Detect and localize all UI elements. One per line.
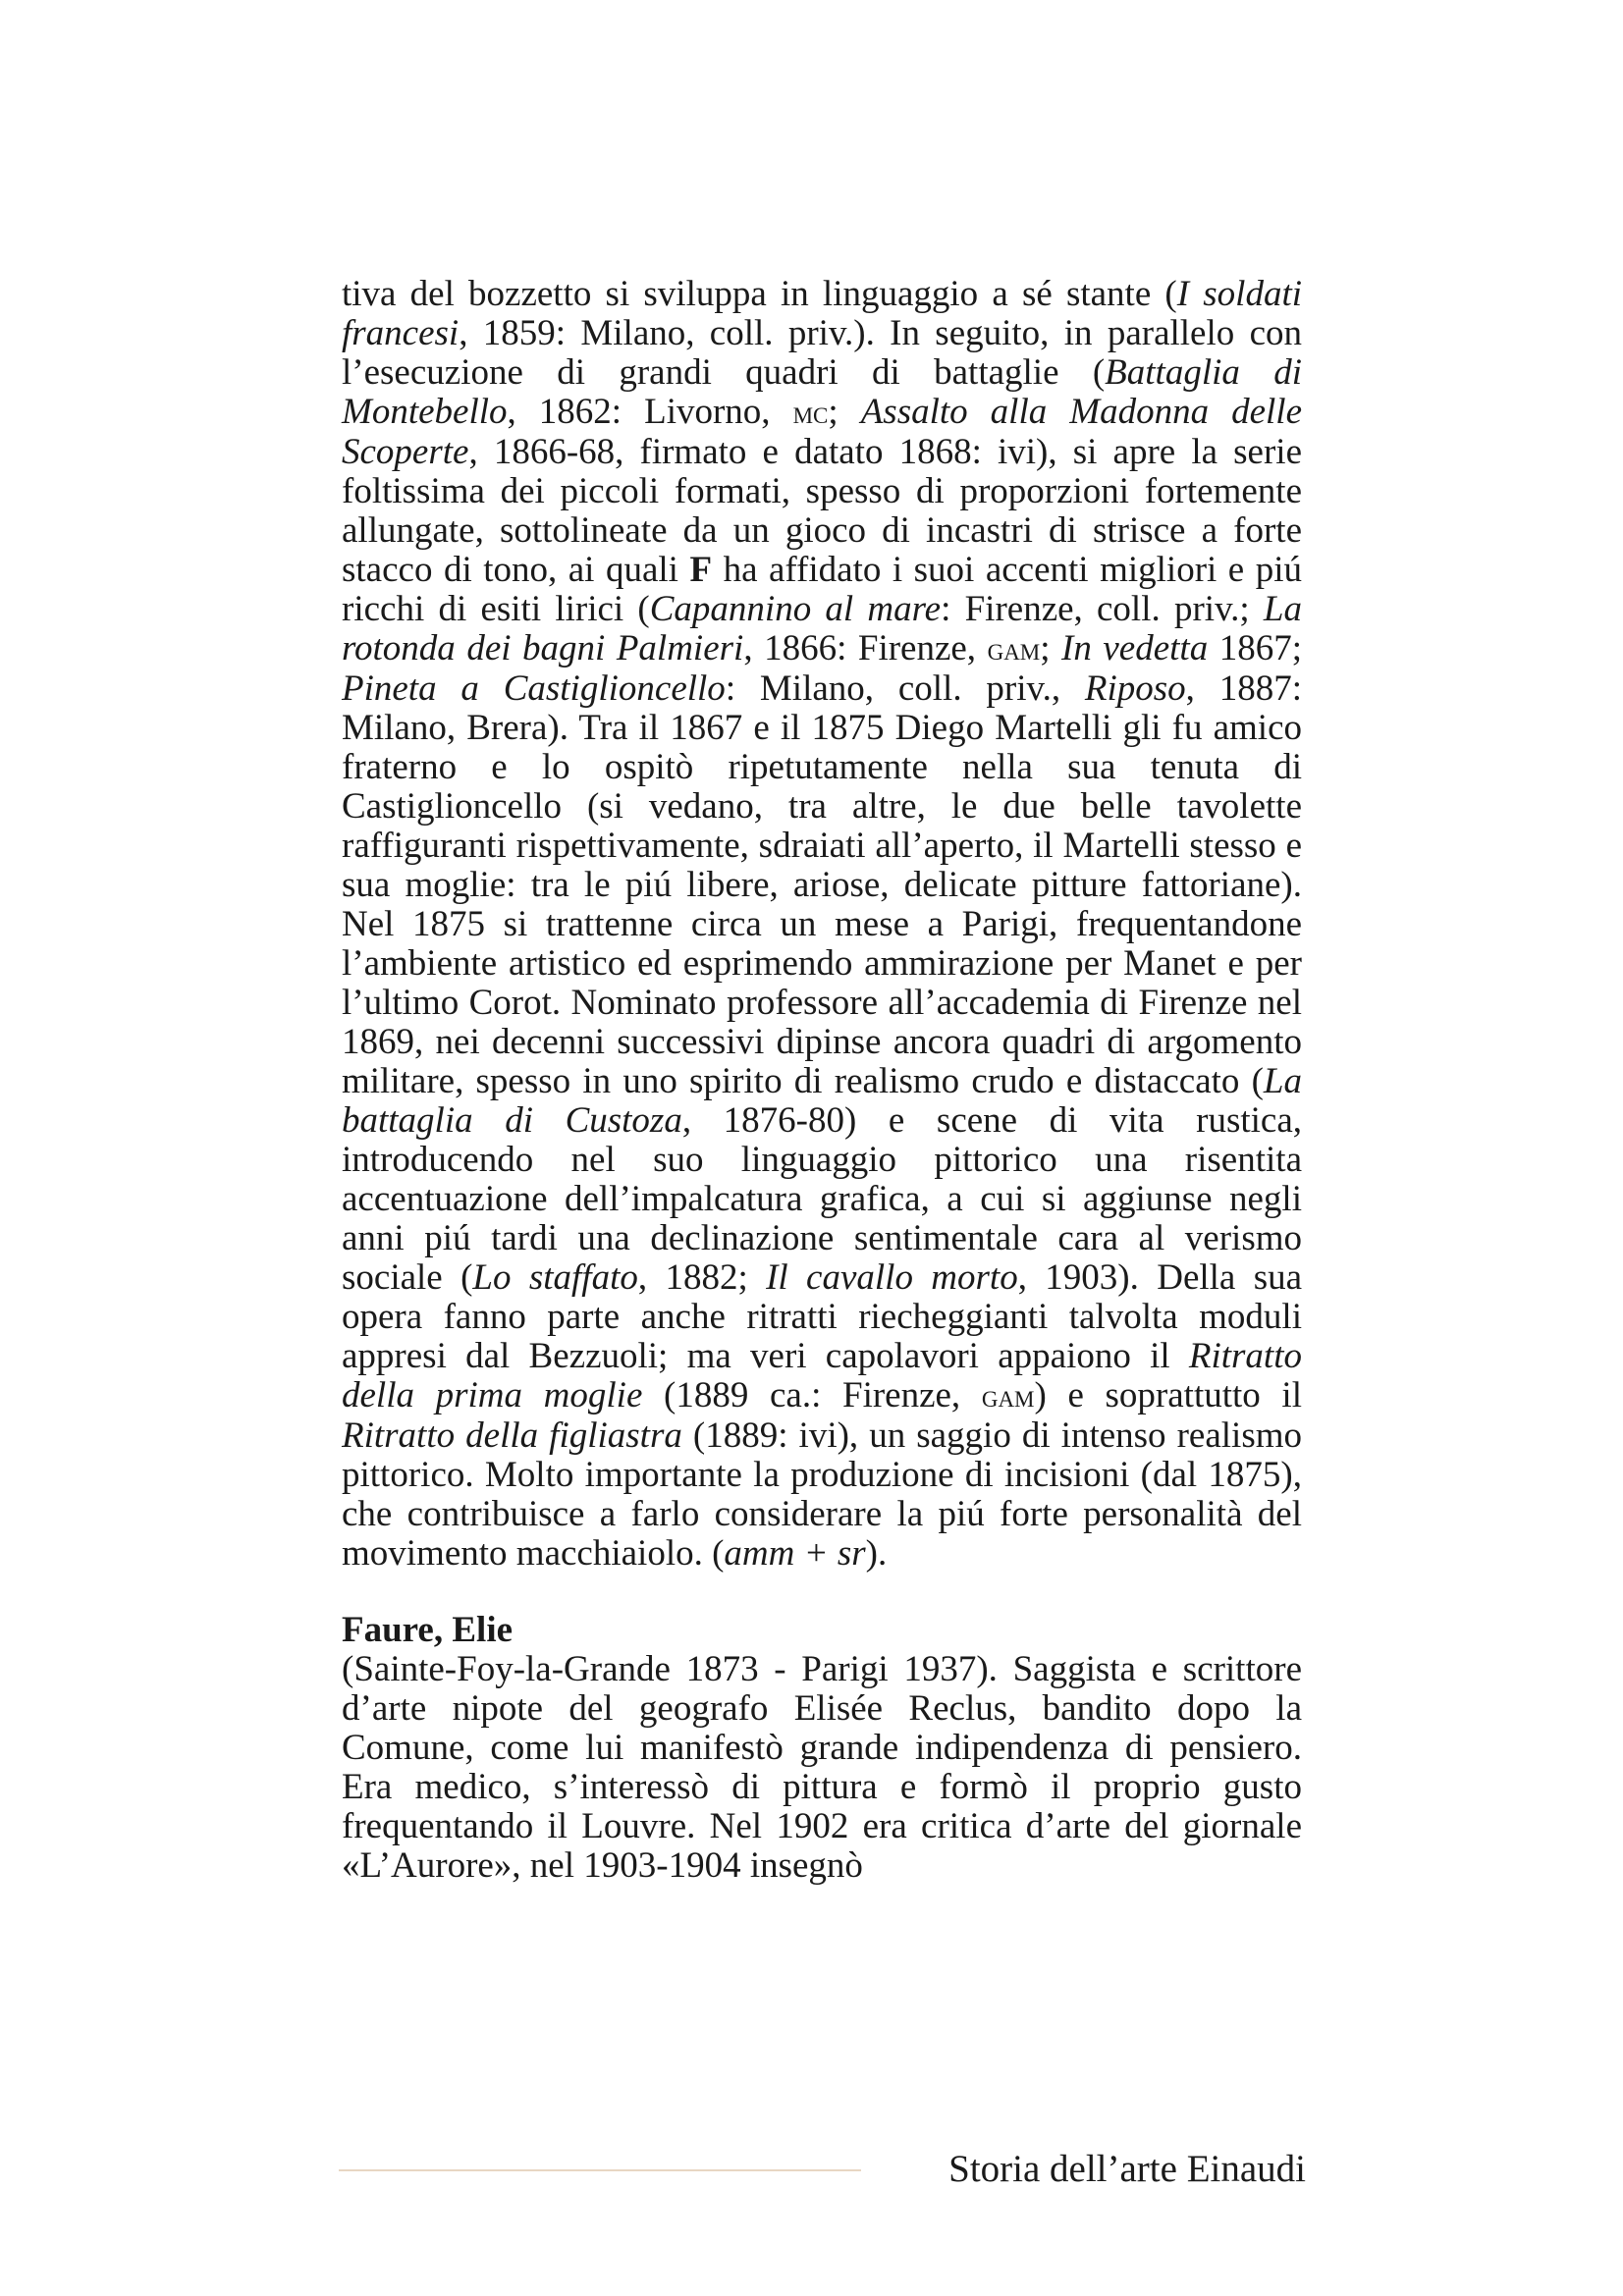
text-run: , 1859: Milano, coll. priv.). In seguito, in parallelo con l’esecuzione di grandi quadri di battaglie ( xyxy=(342,313,1302,393)
text-run: Ritratto della figliastra xyxy=(342,1415,682,1456)
paragraph-fattori-continuation xyxy=(342,275,1302,1574)
text-run: (1889 ca.: Firenze, xyxy=(642,1375,982,1415)
text-run: (Sainte-Foy-la-Grande 1873 - Parigi 1937). Saggista e scrittore d’arte nipote del geografo Elisée Reclus, bandito dopo la Comune, come lui manifestò grande indipendenza di pensiero. Era medico, s’interessò di pittura e formò il proprio gusto frequentando il Louvre. Nel 1902 era critica d’arte del giornale «L’Aurore», nel 1903-1904 insegnò xyxy=(342,1649,1302,1886)
text-run: Ritratto della prima moglie xyxy=(342,1336,1302,1415)
text-run: ha affidato i suoi accenti migliori e piú ricchi di esiti lirici ( xyxy=(342,550,1302,629)
text-run: Assalto alla Madonna delle Scoperte xyxy=(342,392,1303,472)
text-run: tiva del bozzetto si sviluppa in linguaggio a sé stante ( xyxy=(342,274,1177,314)
page-footer xyxy=(339,2146,1306,2195)
text-run: , 1876-80) e scene di vita rustica, introducendo nel suo linguaggio pittorico una risentita accentuazione dell’impalcatura grafica, a cui si aggiunse negli anni piú tardi una declinazione sentimentale cara al verismo sociale ( xyxy=(342,1100,1302,1298)
text-run: In vedetta xyxy=(1061,628,1209,668)
text-run: gam xyxy=(981,1379,1035,1415)
text-run: : Firenze, coll. priv.; xyxy=(941,589,1264,629)
main-text-column xyxy=(342,275,1302,1886)
text-run: Lo staffato xyxy=(472,1257,638,1298)
entry-heading: Faure, Elie xyxy=(342,1610,514,1650)
text-run: F xyxy=(689,550,713,590)
text-run: , 1866: Firenze, xyxy=(743,628,988,668)
text-run: , 1903). Della sua opera fanno parte anche ritratti riecheggianti talvolta moduli appresi dal Bezzuoli; ma veri capolavori appaiono il xyxy=(342,1257,1303,1376)
text-run: , 1866-68, firmato e datato 1868: ivi), si apre la serie foltissima dei piccoli formati, spesso di proporzioni fortemente allungate, sottolineate da un gioco di incastri di strisce a forte stacco di tono, ai quali xyxy=(342,432,1302,590)
paragraph-faure-entry xyxy=(342,1650,1302,1886)
footer-rule xyxy=(339,2169,861,2171)
text-run: ; xyxy=(1040,628,1062,668)
text-run: ; xyxy=(828,392,861,432)
text-run: gam xyxy=(987,632,1041,667)
text-run: (1889: ivi), un saggio di intenso realismo pittorico. Molto importante la produzione di incisioni (dal 1875), che contribuisce a farlo considerare la piú forte personalità del movimento macchiaiolo. ( xyxy=(342,1415,1302,1574)
text-run: La battaglia di Custoza xyxy=(342,1061,1302,1141)
text-run: La rotonda dei bagni Palmieri xyxy=(342,589,1302,668)
text-run: , 1862: Livorno, xyxy=(507,392,793,432)
text-run: Pineta a Castiglioncello xyxy=(342,668,726,709)
text-run: , 1882; xyxy=(637,1257,767,1298)
text-run: Battaglia di Montebello xyxy=(342,352,1302,432)
text-run: mc xyxy=(792,396,829,431)
text-run: , 1887: Milano, Brera). Tra il 1867 e il 1875 Diego Martelli gli fu amico fraterno e lo ospitò ripetutamente nella sua tenuta di Castiglioncello (si vedano, tra altre, le due belle tavolette raffiguranti rispettivamente, sdraiati all’aperto, il Martelli stesso e sua moglie: tra le piú libere, ariose, delicate pitture fattoriane). Nel 1875 si trattenne circa un mese a Parigi, frequentandone l’ambiente artistico ed esprimendo ammirazione per Manet e per l’ultimo Corot. Nominato professore all’accademia di Firenze nel 1869, nei decenni successivi dipinse ancora quadri di argomento militare, spesso in uno spirito di realismo crudo e distaccato ( xyxy=(342,668,1303,1101)
text-run: Capannino al mare xyxy=(649,589,942,629)
text-run: ). xyxy=(865,1533,888,1574)
text-run: 1867; xyxy=(1208,628,1303,668)
text-run: I soldati francesi xyxy=(342,274,1303,353)
text-run: ) e soprattutto il xyxy=(1034,1375,1302,1415)
text-run: amm + sr xyxy=(724,1533,866,1574)
footer-publication-title: Storia dell’arte Einaudi xyxy=(948,2148,1306,2190)
text-run: Riposo xyxy=(1084,668,1186,709)
text-run: : Milano, coll. priv., xyxy=(725,668,1085,709)
text-run: Il cavallo morto xyxy=(766,1257,1018,1298)
